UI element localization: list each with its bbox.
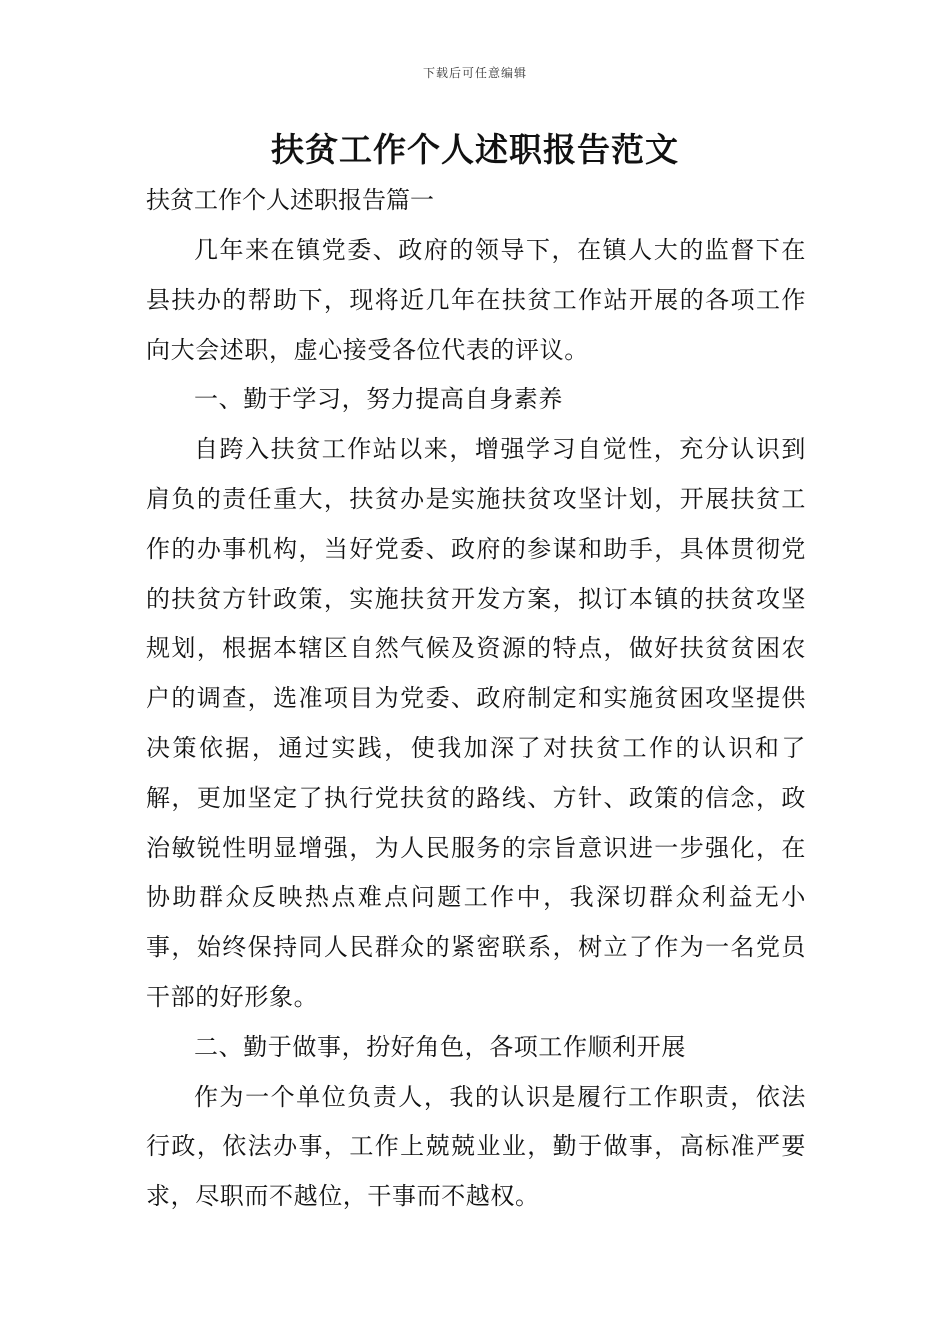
- section-heading-2: 二、勤于做事，扮好角色，各项工作顺利开展: [194, 1032, 686, 1061]
- section-subtitle: 扶贫工作个人述职报告篇一: [146, 186, 434, 214]
- document-body: [146, 226, 806, 1222]
- document-title: 扶贫工作个人述职报告范文: [271, 130, 679, 169]
- paragraph-intro: 几年来在镇党委、政府的领导下，在镇人大的监督下在县扶办的帮助下，现将近几年在扶贫工作站开展的各项工作向大会述职，虚心接受各位代表的评议。: [146, 236, 806, 364]
- section-heading-1: 一、勤于学习，努力提高自身素养: [194, 385, 563, 414]
- header-note: 下载后可任意编辑: [422, 66, 527, 80]
- paragraph-duty: 作为一个单位负责人，我的认识是履行工作职责，依法行政，依法办事，工作上兢兢业业，勤于做事，高标准严要求，尽职而不越位，干事而不越权。: [146, 1082, 806, 1211]
- paragraph-study: 自跨入扶贫工作站以来，增强学习自觉性，充分认识到肩负的责任重大，扶贫办是实施扶贫攻坚计划，开展扶贫工作的办事机构，当好党委、政府的参谋和助手，具体贯彻党的扶贫方针政策，实施扶贫开发方案，拟订本镇的扶贫攻坚规划，根据本辖区自然气候及资源的特点，做好扶贫贫困农户的调查，选准项目为党委、政府制定和实施贫困攻坚提供决策依据，通过实践，使我加深了对扶贫工作的认识和了解，更加坚定了执行党扶贫的路线、方针、政策的信念，政治敏锐性明显增强，为人民服务的宗旨意识进一步强化，在协助群众反映热点难点问题工作中，我深切群众利益无小事，始终保持同人民群众的紧密联系，树立了作为一名党员干部的好形象。: [146, 435, 806, 1011]
